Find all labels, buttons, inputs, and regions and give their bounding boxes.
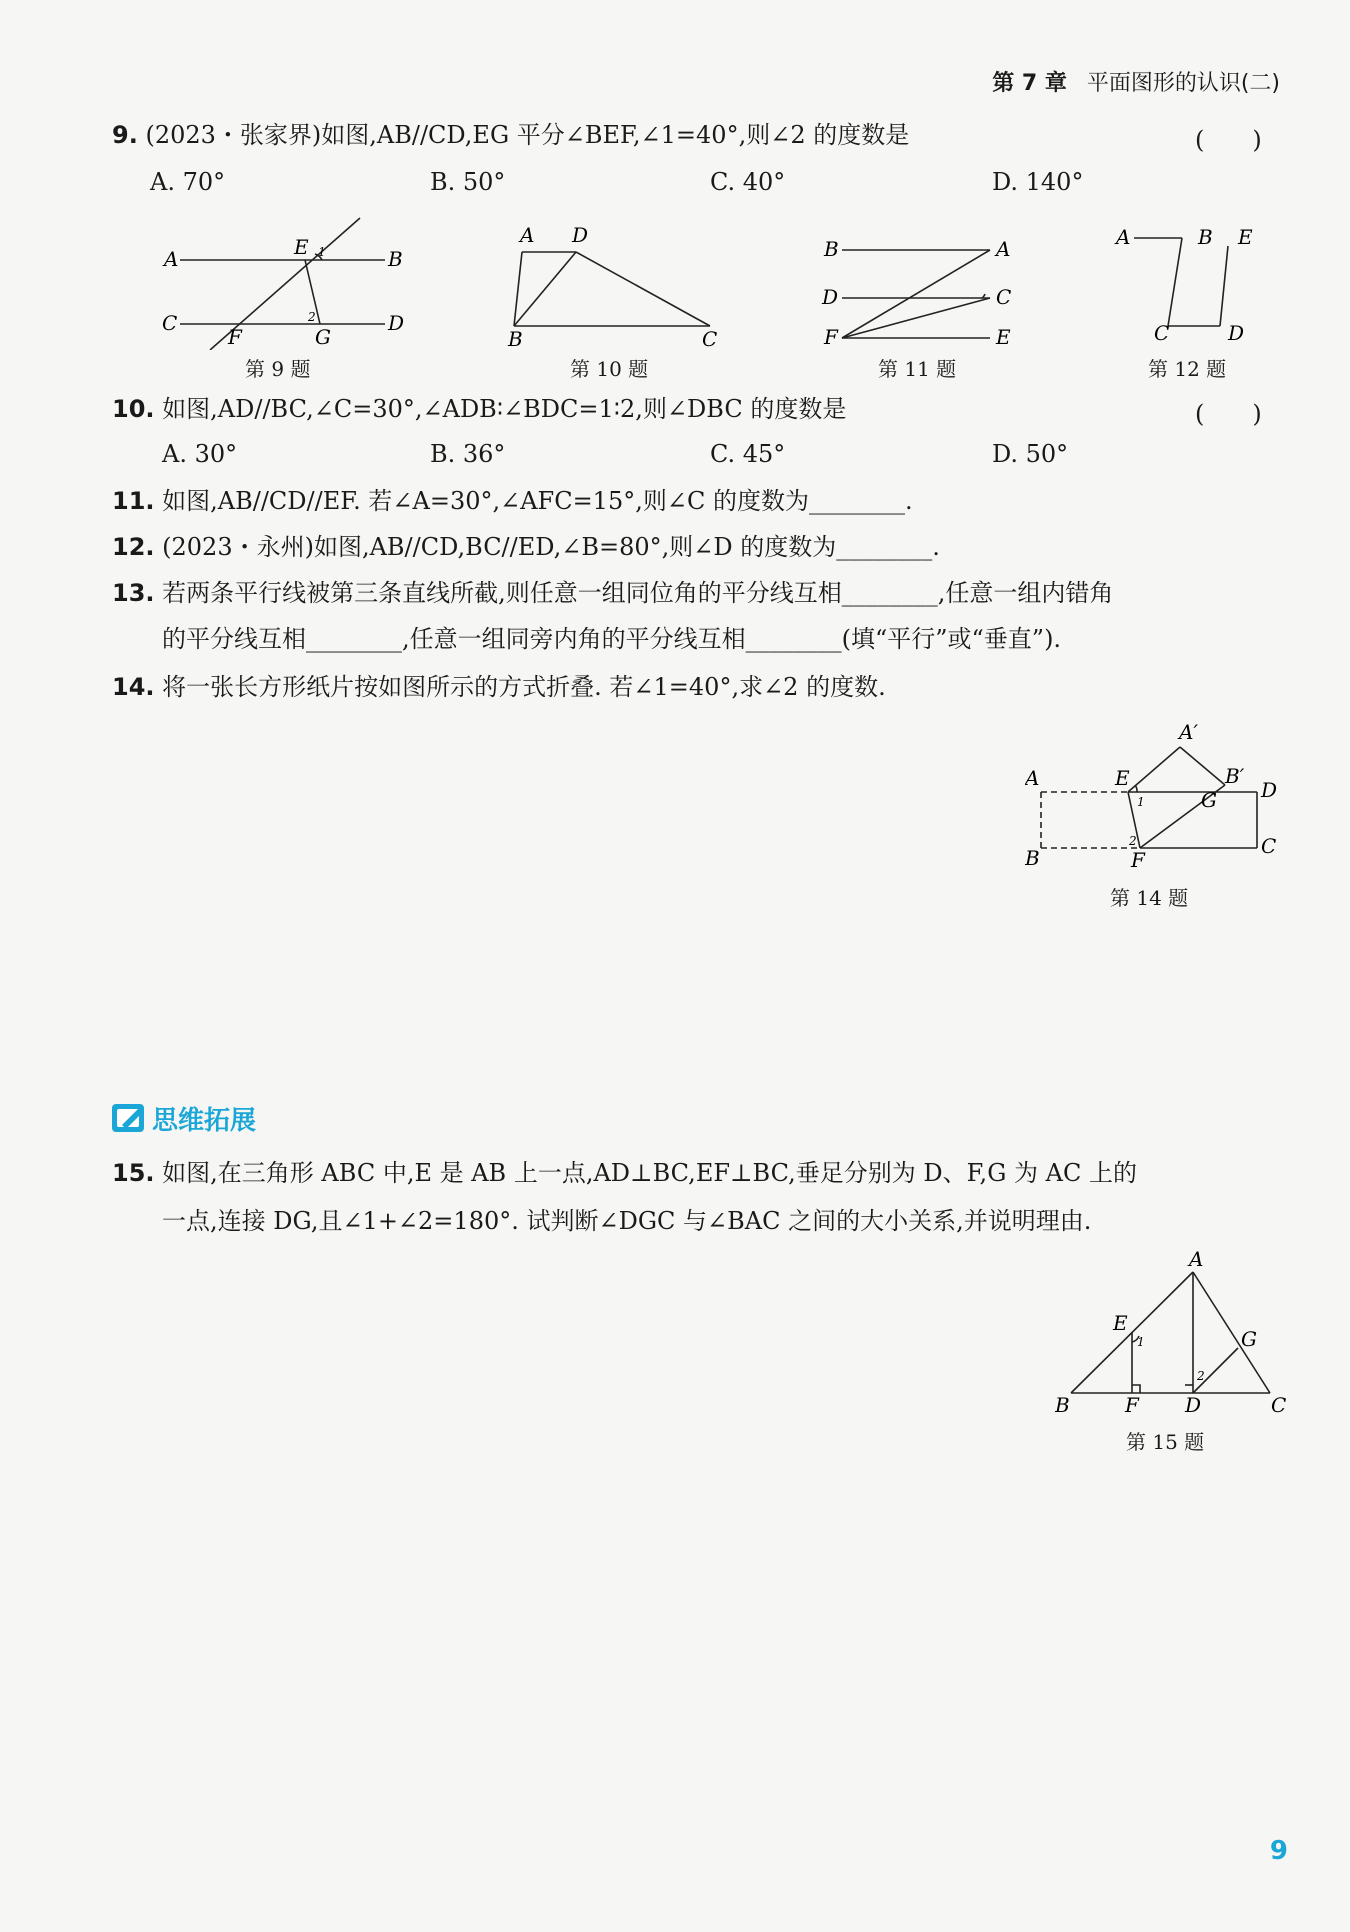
figure-15-caption: 第 15 题 [1126,1430,1205,1454]
chapter-title: 平面图形的认识(二) [1086,71,1280,96]
label-b: B [388,247,403,271]
label-a: A [996,237,1011,261]
label-b: B [1198,225,1213,249]
figure-14 [1025,715,1295,875]
question-number: 12. [112,533,155,561]
label-g: G [1241,1327,1257,1351]
option-b: B. 36° [430,440,506,468]
question-number: 9. [112,121,138,149]
question-12 [112,530,940,564]
option-a: A. 70° [150,168,226,196]
figure-12-caption: 第 12 题 [1148,357,1227,381]
label-a: A [520,223,535,247]
label-a: A [1189,1250,1204,1271]
label-d: D [572,223,589,247]
section-heading [108,1100,256,1136]
label-a-prime: A′ [1179,720,1198,744]
label-c: C [1261,834,1277,858]
label-e: E [996,325,1011,349]
figure-11-caption: 第 11 题 [878,357,957,381]
label-d: D [822,285,839,309]
figure-10-caption: 第 10 题 [570,357,649,381]
label-e: E [1238,225,1253,249]
label-b: B [508,327,523,351]
angle-1: 1 [318,245,326,259]
label-d: D [388,311,405,335]
question-13-line-1 [112,576,1113,610]
question-13-line-2: 的平分线互相________,任意一组同旁内角的平分线互相________(填“平行”或“垂直”). [162,625,1062,653]
label-f: F [228,325,242,349]
question-text: (2023・永州)如图,AB//CD,BC//ED,∠B=80°,则∠D 的度数为________. [162,533,940,561]
figure-9 [150,210,420,350]
label-e: E [1113,1311,1128,1335]
figure-11 [810,228,1030,353]
figure-10 [500,222,730,352]
label-a: A [164,247,179,271]
question-text: 如图,在三角形 ABC 中,E 是 AB 上一点,AD⊥BC,EF⊥BC,垂足分别为 D、F,G 为 AC 上的 [162,1159,1137,1187]
label-c: C [1154,321,1170,345]
section-title: 思维拓展 [152,1105,257,1136]
label-e: E [294,235,309,259]
label-b: B [1055,1393,1070,1417]
label-c: C [162,311,178,335]
label-a: A [1025,766,1040,790]
option-a: A. 30° [162,440,238,468]
question-number: 11. [112,487,155,515]
question-number: 10. [112,395,155,423]
answer-bracket: ( ) [1195,400,1262,428]
figure-12 [1110,218,1270,348]
question-text: 若两条平行线被第三条直线所截,则任意一组同位角的平分线互相________,任意一组内错角 [162,579,1114,607]
figure-15 [1055,1250,1295,1420]
question-9 [112,118,909,152]
label-f: F [824,325,838,349]
figure-14-caption: 第 14 题 [1110,886,1189,910]
option-b: B. 50° [430,168,506,196]
label-f: F [1131,848,1145,872]
angle-2: 2 [1197,1369,1205,1383]
angle-2: 2 [1129,834,1137,848]
label-d: D [1261,778,1278,802]
question-15-line-2: 一点,连接 DG,且∠1+∠2=180°. 试判断∠DGC 与∠BAC 之间的大小关系,并说明理由. [162,1207,1092,1235]
label-g: G [315,325,331,349]
label-b: B [824,237,839,261]
label-d: D [1228,321,1245,345]
label-d: D [1185,1393,1202,1417]
question-11 [112,484,913,518]
page-number: 9 [1269,1836,1288,1866]
option-c: C. 40° [710,168,786,196]
label-g: G [1201,788,1217,812]
question-text: 如图,AD//BC,∠C=30°,∠ADB∶∠BDC=1∶2,则∠DBC 的度数是 [162,395,847,423]
label-c: C [702,327,718,351]
question-number: 13. [112,579,155,607]
pencil-note-icon [108,1100,152,1136]
figure-9-caption: 第 9 题 [245,357,311,381]
label-c: C [1271,1393,1287,1417]
label-b-prime: B′ [1225,764,1245,788]
chapter-header [992,66,1280,97]
angle-2: 2 [308,310,316,324]
label-e: E [1115,766,1130,790]
chapter-number: 第 7 章 [992,71,1067,96]
question-number: 14. [112,673,155,701]
question-text: (2023・张家界)如图,AB//CD,EG 平分∠BEF,∠1=40°,则∠2 的度数是 [145,121,910,149]
question-text: 将一张长方形纸片按如图所示的方式折叠. 若∠1=40°,求∠2 的度数. [162,673,886,701]
question-14 [112,670,886,704]
question-15-line-1 [112,1156,1137,1190]
question-10 [112,392,846,426]
angle-1: 1 [1137,795,1145,809]
answer-bracket: ( ) [1195,126,1262,154]
label-c: C [996,285,1012,309]
question-text: 如图,AB//CD//EF. 若∠A=30°,∠AFC=15°,则∠C 的度数为________. [162,487,913,515]
question-number: 15. [112,1159,155,1187]
option-d: D. 50° [992,440,1069,468]
label-a: A [1116,225,1131,249]
option-d: D. 140° [992,168,1084,196]
angle-1: 1 [1137,1335,1145,1349]
option-c: C. 45° [710,440,786,468]
label-f: F [1125,1393,1139,1417]
label-b: B [1025,846,1040,870]
